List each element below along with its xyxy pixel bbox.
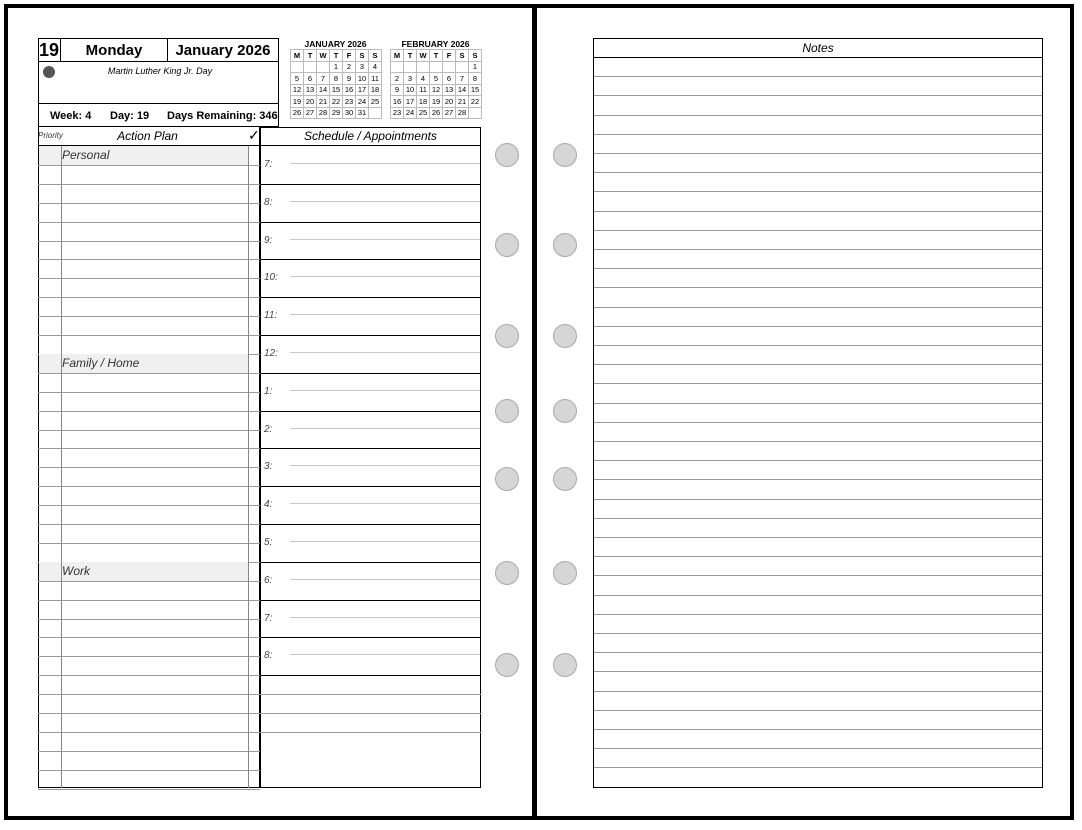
calendar-day: 24: [404, 107, 417, 119]
calendar-day: 25: [417, 107, 430, 119]
row-line: [38, 600, 260, 601]
note-line: [594, 307, 1042, 308]
check-mark-icon: ✓: [248, 127, 260, 143]
hour-line: [260, 373, 481, 374]
calendar-weekday: W: [317, 50, 330, 62]
note-line: [594, 537, 1042, 538]
calendar-day: 9: [391, 84, 404, 96]
binder-hole-icon: [495, 467, 519, 491]
priority-column-line: [61, 146, 62, 788]
calendar-day: 29: [330, 107, 343, 119]
calendar-weekday: W: [417, 50, 430, 62]
calendar-day: 5: [430, 73, 443, 85]
row-line: [38, 713, 260, 714]
note-line: [594, 76, 1042, 77]
calendar-day: 3: [404, 73, 417, 85]
note-line: [594, 287, 1042, 288]
note-line: [594, 364, 1042, 365]
section-label: Work: [62, 563, 90, 578]
calendar-day: 17: [404, 96, 417, 108]
hour-line: [260, 675, 481, 676]
row-line: [38, 694, 260, 695]
calendar-day: [443, 61, 456, 73]
calendar-day: [291, 61, 304, 73]
note-line: [594, 729, 1042, 730]
hour-label: 1:: [264, 385, 273, 397]
half-hour-line: [290, 428, 480, 429]
row-line: [38, 241, 260, 242]
calendar-day: 4: [369, 61, 382, 73]
row-line: [38, 524, 260, 525]
day-number: 19: [38, 39, 60, 60]
half-hour-line: [290, 276, 480, 277]
calendar-day: 14: [456, 84, 469, 96]
row-line: [38, 316, 260, 317]
hour-line: [260, 335, 481, 336]
half-hour-line: [290, 654, 480, 655]
row-line: [38, 505, 260, 506]
calendar-day: 2: [391, 73, 404, 85]
row-line: [38, 675, 260, 676]
calendar-day: 19: [430, 96, 443, 108]
calendar-weekday: S: [356, 50, 369, 62]
note-line: [594, 153, 1042, 154]
calendar-day: 25: [369, 96, 382, 108]
calendar-day: 4: [417, 73, 430, 85]
calendar-weekday: T: [404, 50, 417, 62]
calendar-weekday: M: [391, 50, 404, 62]
half-hour-line: [290, 465, 480, 466]
note-line: [594, 710, 1042, 711]
binder-hole-icon: [553, 467, 577, 491]
calendar-day: 13: [304, 84, 317, 96]
note-line: [594, 460, 1042, 461]
calendar-day: 23: [343, 96, 356, 108]
note-line: [594, 422, 1042, 423]
calendar-day: 9: [343, 73, 356, 85]
hour-line: [260, 600, 481, 601]
calendar-day: 26: [430, 107, 443, 119]
calendar-weekday: F: [443, 50, 456, 62]
row-line: [38, 486, 260, 487]
calendar-day: 27: [304, 107, 317, 119]
calendar-day: 12: [430, 84, 443, 96]
note-line: [594, 767, 1042, 768]
binder-hole-icon: [553, 561, 577, 585]
hour-label: 8:: [264, 196, 273, 208]
notes-header-line: [593, 57, 1043, 58]
half-hour-line: [290, 579, 480, 580]
section-label: Personal: [62, 148, 110, 162]
calendar-day: 22: [469, 96, 482, 108]
note-line: [594, 172, 1042, 173]
calendar-day: [404, 61, 417, 73]
row-line: [38, 543, 260, 544]
row-line: [38, 656, 260, 657]
half-hour-line: [290, 352, 480, 353]
row-line: [38, 637, 260, 638]
binder-hole-icon: [495, 399, 519, 423]
calendar-day: 2: [343, 61, 356, 73]
hour-line: [260, 259, 481, 260]
row-line: [38, 448, 260, 449]
row-line: [38, 411, 260, 412]
hour-line: [260, 448, 481, 449]
calendar-day: 15: [330, 84, 343, 96]
calendar-weekday: M: [291, 50, 304, 62]
calendar-weekday: S: [369, 50, 382, 62]
hour-label: 7:: [264, 612, 273, 624]
calendar-day: 16: [391, 96, 404, 108]
calendar-day: 31: [356, 107, 369, 119]
calendar-day: 8: [330, 73, 343, 85]
notes-title: Notes: [802, 41, 834, 55]
row-line: [38, 732, 260, 733]
binder-hole-icon: [553, 233, 577, 257]
calendar-day: 19: [291, 96, 304, 108]
half-hour-line: [290, 390, 480, 391]
row-line: [38, 222, 260, 223]
calendar-day: 22: [330, 96, 343, 108]
calendar-day: 26: [291, 107, 304, 119]
calendar-day: 11: [369, 73, 382, 85]
calendar-day: 16: [343, 84, 356, 96]
note-line: [594, 191, 1042, 192]
check-column-line: [248, 146, 249, 788]
note-line: [594, 134, 1042, 135]
note-line: [594, 383, 1042, 384]
calendar-day: 10: [356, 73, 369, 85]
calendar-day: 18: [369, 84, 382, 96]
note-line: [594, 633, 1042, 634]
row-line: [38, 619, 260, 620]
calendar-day: 1: [469, 61, 482, 73]
calendar-day: 21: [317, 96, 330, 108]
half-hour-line: [290, 239, 480, 240]
holiday-label: Martin Luther King Jr. Day: [107, 66, 213, 76]
calendar-day: [430, 61, 443, 73]
calendar-day: 23: [391, 107, 404, 119]
calendar-day: 5: [291, 73, 304, 85]
row-line: [38, 373, 260, 374]
hour-label: 6:: [264, 574, 273, 586]
calendar-weekday: T: [304, 50, 317, 62]
calendar-day: 10: [404, 84, 417, 96]
calendar-day: 27: [443, 107, 456, 119]
hour-label: 2:: [264, 423, 273, 435]
binder-hole-icon: [495, 561, 519, 585]
calendar-day: 24: [356, 96, 369, 108]
binder-hole-icon: [495, 324, 519, 348]
half-hour-line: [290, 617, 480, 618]
calendar-day: [369, 107, 382, 119]
calendar-day: [391, 61, 404, 73]
calendar-day: 13: [443, 84, 456, 96]
half-hour-line: [290, 314, 480, 315]
calendar-day: 7: [317, 73, 330, 85]
note-line: [594, 614, 1042, 615]
half-hour-line: [290, 541, 480, 542]
calendar-day: 11: [417, 84, 430, 96]
calendar-day: 3: [356, 61, 369, 73]
hour-line: [260, 222, 481, 223]
row-line: [38, 259, 260, 260]
note-line: [594, 345, 1042, 346]
half-hour-line: [290, 503, 480, 504]
hour-label: 10:: [264, 272, 278, 284]
note-line: [594, 671, 1042, 672]
row-line: [38, 751, 260, 752]
notes-panel: [593, 38, 1043, 788]
calendar-day: [469, 107, 482, 119]
calendar-day: 14: [317, 84, 330, 96]
hour-label: 11:: [264, 310, 278, 322]
hour-line: [260, 637, 481, 638]
day-of-year: Day: 19: [110, 110, 150, 122]
calendar-day: [317, 61, 330, 73]
binder-hole-icon: [495, 233, 519, 257]
calendar-day: 8: [469, 73, 482, 85]
hour-label: 8:: [264, 650, 273, 662]
calendar-day: 30: [343, 107, 356, 119]
calendar-weekday: T: [430, 50, 443, 62]
calendar-day: 1: [330, 61, 343, 73]
hour-label: 9:: [264, 234, 273, 246]
hour-line: [260, 524, 481, 525]
hour-label: 12:: [264, 348, 278, 359]
calendar-day: [417, 61, 430, 73]
hour-label: 3:: [264, 461, 273, 473]
row-line: [38, 581, 260, 582]
action-plan-title: Action Plan: [117, 129, 178, 143]
calendar-day: 6: [304, 73, 317, 85]
row-line: [38, 392, 260, 393]
note-line: [594, 115, 1042, 116]
schedule-title: Schedule / Appointments: [304, 129, 437, 143]
calendar-day: 7: [456, 73, 469, 85]
note-line: [594, 441, 1042, 442]
row-line: [38, 335, 260, 336]
note-line: [594, 249, 1042, 250]
note-line: [594, 575, 1042, 576]
mini-calendar-january: [290, 39, 382, 119]
calendar-day: 21: [456, 96, 469, 108]
note-line: [594, 479, 1042, 480]
mini-calendar-february: [390, 39, 482, 119]
row-line: [38, 467, 260, 468]
note-line: [594, 268, 1042, 269]
note-line: [594, 652, 1042, 653]
calendar-day: 20: [304, 96, 317, 108]
hour-line: [260, 184, 481, 185]
calendar-weekday: F: [343, 50, 356, 62]
extra-line: [260, 713, 481, 714]
priority-label: Priority: [38, 131, 63, 140]
note-line: [594, 230, 1042, 231]
row-line: [38, 165, 260, 166]
section-label: Family / Home: [62, 355, 140, 370]
hour-line: [260, 562, 481, 563]
schedule-panel: [260, 127, 481, 788]
note-line: [594, 499, 1042, 500]
binder-hole-icon: [553, 399, 577, 423]
hour-label: 5:: [264, 537, 273, 548]
calendar-title: FEBRUARY 2026: [401, 39, 470, 49]
calendar-day: [304, 61, 317, 73]
binder-hole-icon: [553, 653, 577, 677]
day-name: Monday: [85, 41, 143, 59]
note-line: [594, 748, 1042, 749]
hour-line: [260, 486, 481, 487]
hour-label: 7:: [264, 159, 273, 170]
week-number: Week: 4: [50, 110, 92, 122]
half-hour-line: [290, 201, 480, 202]
binder-hole-icon: [495, 653, 519, 677]
calendar-weekday: S: [469, 50, 482, 62]
calendar-day: 28: [456, 107, 469, 119]
calendar-weekday: T: [330, 50, 343, 62]
note-line: [594, 595, 1042, 596]
note-line: [594, 518, 1042, 519]
note-line: [594, 403, 1042, 404]
binder-hole-icon: [495, 143, 519, 167]
calendar-day: [456, 61, 469, 73]
moon-phase-icon: [43, 66, 55, 78]
days-remaining: Days Remaining: 346: [167, 110, 278, 122]
month-year: January 2026: [175, 41, 271, 59]
calendar-title: JANUARY 2026: [304, 39, 367, 49]
hour-line: [260, 297, 481, 298]
hour-label: 4:: [264, 499, 273, 511]
calendar-day: 18: [417, 96, 430, 108]
row-line: [38, 789, 260, 790]
note-line: [594, 326, 1042, 327]
row-line: [38, 203, 260, 204]
row-line: [38, 430, 260, 431]
action-plan-panel: [38, 127, 260, 788]
calendar-day: 28: [317, 107, 330, 119]
page-divider: [532, 4, 537, 820]
hour-line: [260, 411, 481, 412]
row-line: [38, 278, 260, 279]
note-line: [594, 691, 1042, 692]
note-line: [594, 211, 1042, 212]
calendar-day: 6: [443, 73, 456, 85]
binder-hole-icon: [553, 324, 577, 348]
calendar-day: 17: [356, 84, 369, 96]
note-line: [594, 556, 1042, 557]
row-line: [38, 770, 260, 771]
calendar-weekday: S: [456, 50, 469, 62]
calendar-day: 12: [291, 84, 304, 96]
half-hour-line: [290, 163, 480, 164]
binder-hole-icon: [553, 143, 577, 167]
calendar-day: 15: [469, 84, 482, 96]
row-line: [38, 297, 260, 298]
calendar-day: 20: [443, 96, 456, 108]
row-line: [38, 184, 260, 185]
extra-line: [260, 694, 481, 695]
note-line: [594, 95, 1042, 96]
extra-line: [260, 732, 481, 733]
